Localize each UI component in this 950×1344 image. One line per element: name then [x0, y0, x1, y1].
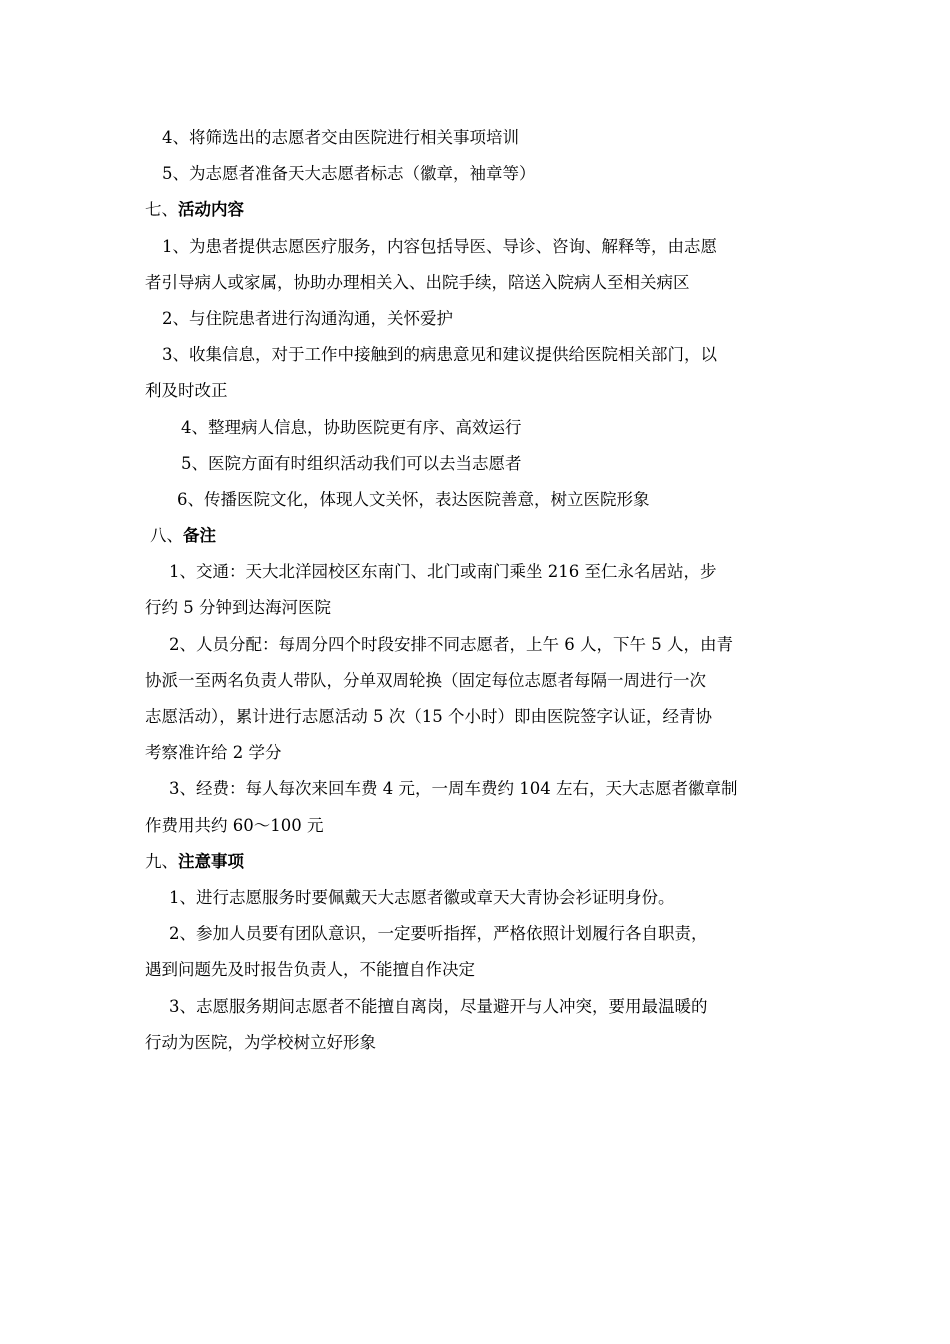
list-item-identification: 1、进行志愿服务时要佩戴天大志愿者徽或章天大青协会衫证明身份。: [169, 887, 675, 907]
list-item-feedback: 3、收集信息，对于工作中接触到的病患意见和建议提供给医院相关部门，以: [162, 345, 717, 365]
section-title: 注意事项: [178, 851, 244, 871]
section-number: 八、: [150, 526, 183, 546]
section-title: 备注: [183, 526, 216, 546]
document-page: [145, 120, 815, 1061]
list-item-training: 4、将筛选出的志愿者交由医院进行相关事项培训: [162, 128, 519, 147]
section-title: 活动内容: [178, 200, 244, 220]
list-item-hospital-events: 5、医院方面有时组织活动我们可以去当志愿者: [181, 453, 522, 473]
list-item-staffing-cont-2: 志愿活动），累计进行志愿活动 5 次（15 个小时）即由医院签字认证，经青协: [145, 707, 712, 726]
list-item-budget: 3、经费：每人每次来回车费 4 元，一周车费约 104 左右，天大志愿者徽章制: [169, 779, 738, 799]
list-item-teamwork: 2、参加人员要有团队意识，一定要听指挥，严格依照计划履行各自职责，: [169, 924, 708, 944]
section-number: 九、: [145, 851, 178, 871]
list-item-conduct: 3、志愿服务期间志愿者不能擅自离岗，尽量避开与人冲突，要用最温暖的: [169, 996, 708, 1016]
list-item-medical-service: 1、为患者提供志愿医疗服务，内容包括导医、导诊、咨询、解释等，由志愿: [162, 236, 717, 256]
section-heading-notes: [145, 518, 815, 554]
section-heading-activities: [145, 192, 815, 228]
list-item-transport-cont: 行约 5 分钟到达海河医院: [145, 598, 331, 618]
list-item-medical-service-cont: 者引导病人或家属，协助办理相关入、出院手续，陪送入院病人至相关病区: [145, 272, 690, 292]
list-item-staffing-cont-3: 考察准许给 2 学分: [145, 743, 282, 763]
list-item-patient-info: 4、整理病人信息，协助医院更有序、高效运行: [181, 417, 522, 437]
list-item-staffing: 2、人员分配：每周分四个时段安排不同志愿者，上午 6 人，下午 5 人，由青: [169, 634, 733, 654]
list-item-conduct-cont: 行动为医院，为学校树立好形象: [145, 1032, 376, 1052]
list-item-badges: 5、为志愿者准备天大志愿者标志（徽章，袖章等）: [162, 164, 536, 184]
list-item-teamwork-cont: 遇到问题先及时报告负责人，不能擅自作决定: [145, 960, 475, 980]
section-number: 七、: [145, 200, 178, 220]
list-item-budget-cont: 作费用共约 60～100 元: [145, 815, 324, 835]
list-item-culture: 6、传播医院文化，体现人文关怀，表达医院善意，树立医院形象: [177, 489, 650, 509]
list-item-staffing-cont-1: 协派一至两名负责人带队，分单双周轮换（固定每位志愿者每隔一周进行一次: [145, 670, 706, 690]
list-item-transport: 1、交通：天大北洋园校区东南门、北门或南门乘坐 216 至仁永名居站，步: [169, 562, 717, 582]
list-item-feedback-cont: 利及时改正: [145, 381, 228, 401]
list-item-communication: 2、与住院患者进行沟通沟通，关怀爱护: [162, 308, 453, 328]
section-heading-precautions: [145, 844, 815, 880]
